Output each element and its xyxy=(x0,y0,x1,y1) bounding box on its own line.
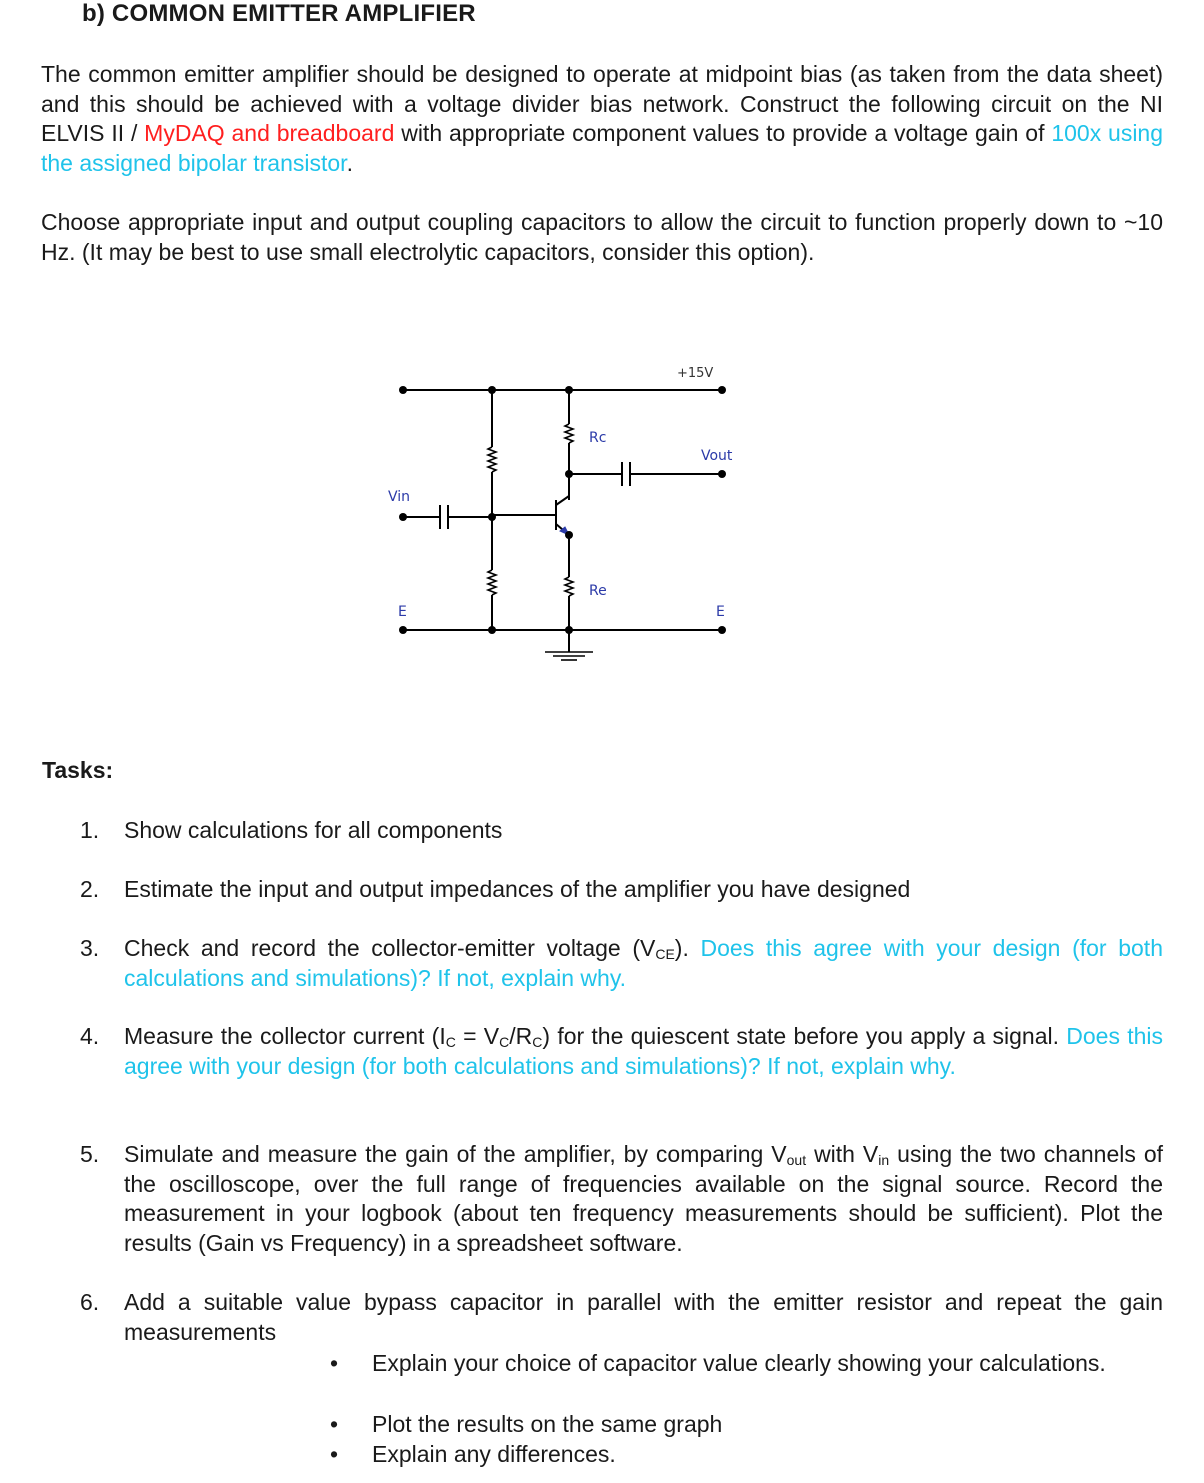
node-bottom-re xyxy=(565,626,573,634)
task-number: 3. xyxy=(80,935,100,961)
r1-resistor xyxy=(488,447,496,472)
task-text: using the two channels of the oscilloscope, over the full range of frequencies available on the signal source. Record the measurement in your logbook (about ten frequency measurements should be sufficient). Plot the results (Gain vs Frequency) in a spreadsheet software. xyxy=(124,1141,1163,1256)
r2-resistor xyxy=(488,570,496,595)
bullet-text: Explain your choice of capacitor value clearly showing your calculations. xyxy=(372,1350,1106,1376)
bullet-text: Explain any differences. xyxy=(372,1441,616,1467)
intro-highlight-cyan: 100x using the assigned bipolar transistor xyxy=(41,120,1164,176)
task-item xyxy=(80,934,1163,993)
node-bottom-left xyxy=(399,626,407,634)
bullet-dot: • xyxy=(330,1411,339,1437)
e-left-label: E xyxy=(398,604,407,620)
intro-text-b: with appropriate component values to provide a voltage gain of xyxy=(394,120,1052,147)
task-item xyxy=(80,1288,1163,1347)
task-text: with V xyxy=(806,1141,879,1167)
node-top-left xyxy=(399,386,407,394)
node-collector xyxy=(565,470,573,478)
intro-highlight-red: MyDAQ and breadboard xyxy=(144,120,395,147)
intro-paragraph-2: Choose appropriate input and output coupling capacitors to allow the circuit to function properly down to ~10 Hz. (It may be best to use small electrolytic capacitors, consider this option). xyxy=(41,209,1163,265)
subscript-out: out xyxy=(786,1152,807,1168)
task-text: ) for the quiescent state before you apply a signal. xyxy=(542,1023,1067,1049)
vin-label: Vin xyxy=(388,489,411,505)
subscript-c: C xyxy=(499,1034,510,1050)
rc-resistor xyxy=(565,424,573,443)
node-top-rc xyxy=(565,386,573,394)
task-text: Check and record the collector-emitter voltage (V xyxy=(124,935,656,961)
task-text: ). xyxy=(674,935,701,961)
tasks-heading: Tasks: xyxy=(42,757,114,783)
task-question: Does this agree with your design (for both calculations and simulations)? If not, explain why. xyxy=(124,935,1163,991)
section-heading: b) COMMON EMITTER AMPLIFIER xyxy=(82,0,476,27)
task-text: Add a suitable value bypass capacitor in parallel with the emitter resistor and repeat the gain measurements xyxy=(124,1289,1163,1345)
bullet-dot: • xyxy=(330,1441,339,1467)
subscript-c: C xyxy=(532,1034,543,1050)
supply-label: +15V xyxy=(677,366,714,381)
subscript-c: C xyxy=(445,1034,456,1050)
task-item xyxy=(80,875,1163,905)
task-number: 1. xyxy=(80,817,100,843)
re-resistor xyxy=(565,577,573,596)
subscript-ce: CE xyxy=(655,946,675,962)
task-number: 6. xyxy=(80,1289,100,1315)
task-number: 2. xyxy=(80,876,100,902)
vout-label: Vout xyxy=(701,448,733,464)
node-bottom-right xyxy=(718,626,726,634)
node-top-r1 xyxy=(488,386,496,394)
ground-symbol xyxy=(545,652,593,660)
task-number: 5. xyxy=(80,1141,100,1167)
subscript-in: in xyxy=(878,1152,890,1168)
task-item xyxy=(80,1140,1163,1258)
bullet-text: Plot the results on the same graph xyxy=(372,1411,723,1437)
rc-label: Rc xyxy=(589,430,607,446)
re-label: Re xyxy=(589,583,607,599)
node-vin xyxy=(399,513,407,521)
task-number: 4. xyxy=(80,1023,100,1049)
node-base xyxy=(488,513,496,521)
task-text: = V xyxy=(455,1023,500,1049)
task-item xyxy=(80,816,1163,846)
transistor-collector-lead xyxy=(556,496,569,505)
task-text: Simulate and measure the gain of the amplifier, by comparing V xyxy=(124,1141,787,1167)
node-emitter xyxy=(565,531,573,539)
node-vout xyxy=(718,470,726,478)
task-text: /R xyxy=(509,1023,533,1049)
bullet-dot: • xyxy=(330,1350,339,1376)
task-item xyxy=(80,1022,1164,1081)
task-text: Estimate the input and output impedances of the amplifier you have designed xyxy=(124,876,911,902)
intro-text-a: The common emitter amplifier should be designed to operate at midpoint bias (as taken from the data sheet) and this should be achieved with a voltage divider bias network. Construct the following circuit on the NI ELVIS II / xyxy=(41,61,1163,147)
e-right-label: E xyxy=(716,604,725,620)
intro-text-c: . xyxy=(346,149,353,176)
task-question: Does this agree with your design (for both calculations and simulations)? If not, explain why. xyxy=(124,1023,1164,1079)
node-top-right xyxy=(718,386,726,394)
task-text: Measure the collector current (I xyxy=(124,1023,446,1049)
task-text: Show calculations for all components xyxy=(124,817,503,843)
node-bottom-r2 xyxy=(488,626,496,634)
